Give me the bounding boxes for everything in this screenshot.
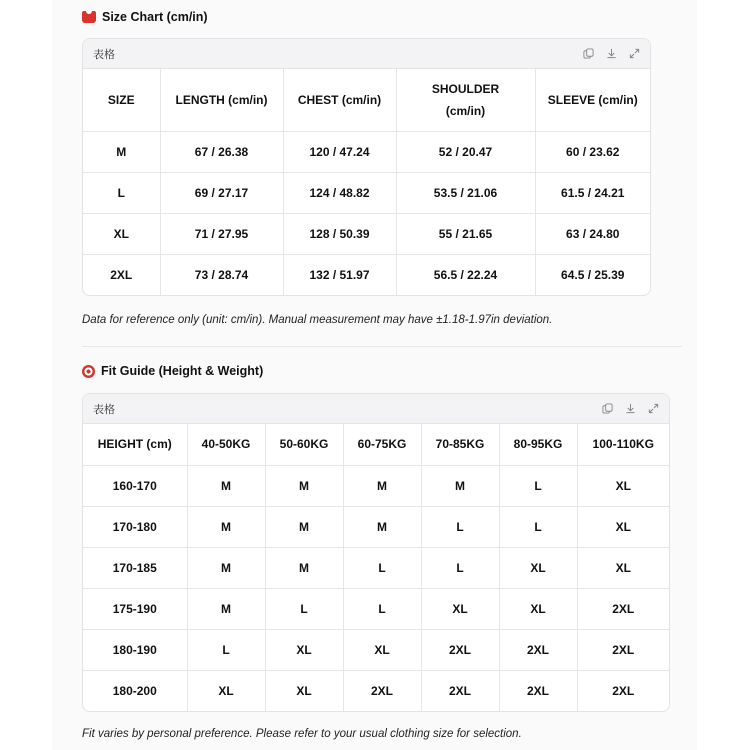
size-chart-toolbar <box>583 48 640 59</box>
size-chart-heading <box>82 10 208 24</box>
table-cell: 71 / 27.95 <box>160 213 283 254</box>
table-cell: L <box>265 588 343 629</box>
table-cell: 170-185 <box>83 547 187 588</box>
copy-icon[interactable] <box>583 48 594 59</box>
table-cell: L <box>187 629 265 670</box>
table-cell: 53.5 / 21.06 <box>396 172 535 213</box>
fit-guide-card <box>82 393 670 712</box>
table-row <box>83 254 650 295</box>
table-cell: 175-190 <box>83 588 187 629</box>
table-cell: M <box>343 465 421 506</box>
table-cell: XL <box>421 588 499 629</box>
table-cell: L <box>499 506 577 547</box>
table-cell: 160-170 <box>83 465 187 506</box>
column-header: 60-75KG <box>343 424 421 465</box>
table-cell: XL <box>83 213 160 254</box>
column-header: 100-110KG <box>577 424 669 465</box>
fit-guide-card-header <box>83 394 669 424</box>
column-header: SIZE <box>83 69 160 131</box>
expand-icon[interactable] <box>648 403 659 414</box>
table-cell: L <box>343 588 421 629</box>
table-cell: M <box>187 588 265 629</box>
table-cell: 52 / 20.47 <box>396 131 535 172</box>
table-cell: 60 / 23.62 <box>535 131 650 172</box>
table-cell: L <box>421 547 499 588</box>
table-cell: 124 / 48.82 <box>283 172 396 213</box>
table-cell: 67 / 26.38 <box>160 131 283 172</box>
table-cell: L <box>499 465 577 506</box>
target-icon <box>82 365 95 378</box>
table-row <box>83 465 669 506</box>
column-header: 80-95KG <box>499 424 577 465</box>
table-row <box>83 506 669 547</box>
fit-guide-header-label: 表格 <box>93 403 115 416</box>
table-cell: XL <box>265 629 343 670</box>
table-cell: L <box>343 547 421 588</box>
column-header: 50-60KG <box>265 424 343 465</box>
table-cell: 73 / 28.74 <box>160 254 283 295</box>
section-divider <box>82 346 682 347</box>
table-cell: XL <box>577 465 669 506</box>
table-cell: 180-200 <box>83 670 187 711</box>
table-row <box>83 172 650 213</box>
table-cell: M <box>343 506 421 547</box>
table-cell: 64.5 / 25.39 <box>561 267 625 282</box>
expand-icon[interactable] <box>629 48 640 59</box>
table-row <box>83 670 669 711</box>
download-icon[interactable] <box>606 48 617 59</box>
table-cell: XL <box>577 547 669 588</box>
table-cell: XL <box>343 629 421 670</box>
page-background <box>52 0 697 750</box>
table-cell: M <box>187 506 265 547</box>
table-cell: L <box>83 172 160 213</box>
column-header: 40-50KG <box>187 424 265 465</box>
table-cell: 63 / 24.80 <box>535 213 650 254</box>
column-header: 70-85KG <box>421 424 499 465</box>
table-cell: M <box>421 465 499 506</box>
table-cell: M <box>187 547 265 588</box>
table-cell: XL <box>577 506 669 547</box>
table-cell: M <box>83 131 160 172</box>
table-cell: 120 / 47.24 <box>283 131 396 172</box>
fit-guide-toolbar <box>602 403 659 414</box>
fit-guide-heading <box>82 364 263 378</box>
table-cell: M <box>187 465 265 506</box>
size-chart-note: Data for reference only (unit: cm/in). Manual measurement may have ±1.18-1.97in deviation. <box>82 314 553 326</box>
table-cell: 2XL <box>83 254 160 295</box>
table-cell: 128 / 50.39 <box>283 213 396 254</box>
fit-guide-title: Fit Guide (Height & Weight) <box>101 364 264 378</box>
table-cell: 2XL <box>343 670 421 711</box>
table-cell: 132 / 51.97 <box>283 254 396 295</box>
table-cell: 69 / 27.17 <box>160 172 283 213</box>
size-chart-title: Size Chart (cm/in) <box>102 10 208 24</box>
table-row <box>83 588 669 629</box>
column-header: CHEST (cm/in) <box>283 69 396 131</box>
table-cell: 56.5 / 22.24 <box>396 254 535 295</box>
size-chart-header-label: 表格 <box>93 48 115 61</box>
table-cell: 2XL <box>499 670 577 711</box>
fit-guide-note: Fit varies by personal preference. Please refer to your usual clothing size for selection. <box>82 728 522 740</box>
table-header-row <box>83 424 669 465</box>
column-header: LENGTH (cm/in) <box>160 69 283 131</box>
table-cell: XL <box>187 670 265 711</box>
table-row <box>83 213 650 254</box>
table-cell: M <box>265 547 343 588</box>
size-chart-card-header <box>83 39 650 69</box>
table-cell: M <box>265 465 343 506</box>
download-icon[interactable] <box>625 403 636 414</box>
table-cell: L <box>421 506 499 547</box>
table-cell: 170-180 <box>83 506 187 547</box>
column-header: HEIGHT (cm) <box>83 424 187 465</box>
copy-icon[interactable] <box>602 403 613 414</box>
table-row <box>83 629 669 670</box>
column-header: SLEEVE (cm/in) <box>535 69 650 131</box>
table-cell: 2XL <box>499 629 577 670</box>
size-chart-card <box>82 38 651 296</box>
table-cell: 180-190 <box>83 629 187 670</box>
table-cell: 2XL <box>577 588 669 629</box>
fit-guide-table <box>83 424 669 711</box>
table-cell: 61.5 / 24.21 <box>535 172 650 213</box>
table-row <box>83 131 650 172</box>
table-cell: 2XL <box>577 629 669 670</box>
shirt-icon <box>82 11 96 23</box>
table-cell: XL <box>265 670 343 711</box>
table-header-row <box>83 69 650 131</box>
table-cell: XL <box>499 588 577 629</box>
table-cell: M <box>265 506 343 547</box>
table-cell: 2XL <box>421 670 499 711</box>
table-cell: 2XL <box>421 629 499 670</box>
column-header: SHOULDER (cm/in) <box>396 69 535 131</box>
table-row <box>83 547 669 588</box>
table-cell: 2XL <box>612 683 635 698</box>
table-cell: 55 / 21.65 <box>396 213 535 254</box>
size-chart-table <box>83 69 650 295</box>
table-cell: XL <box>499 547 577 588</box>
